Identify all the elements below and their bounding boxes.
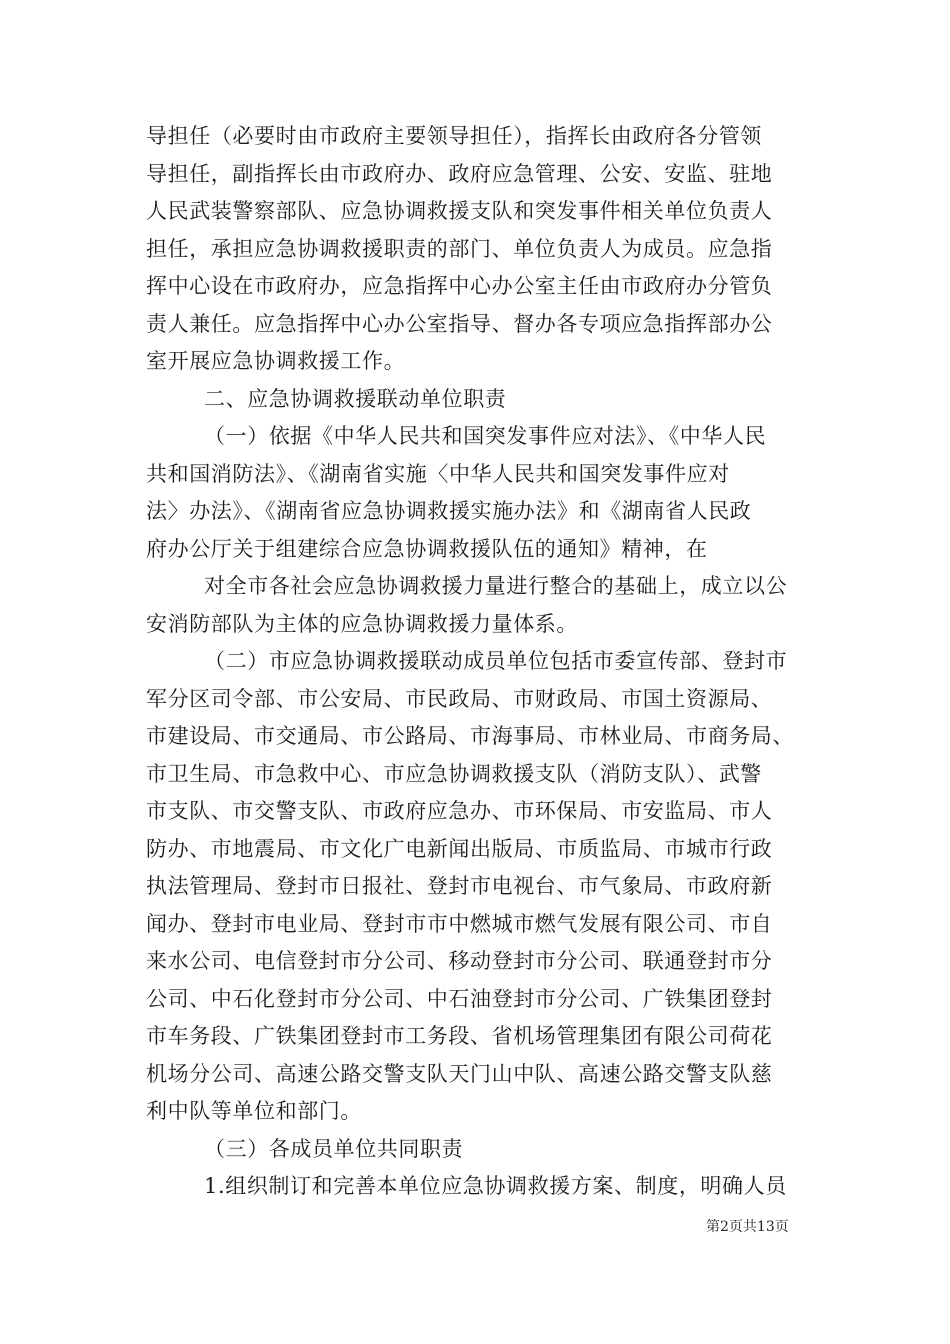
text-line: 责人兼任。应急指挥中心办公室指导、督办各专项应急指挥部办公: [146, 311, 773, 336]
text-line: （一）依据《中华人民共和国突发事件应对法》、《中华人民: [204, 424, 767, 448]
text-line: 对全市各社会应急协调救援力量进行整合的基础上，成立以公: [204, 574, 788, 598]
text-line: 公司、中石化登封市分公司、中石油登封市分公司、广铁集团登封: [146, 986, 773, 1011]
text-line: 安消防部队为主体的应急协调救援力量体系。: [146, 611, 578, 636]
text-line: 防办、市地震局、市文化广电新闻出版局、市质监局、市城市行政: [146, 836, 773, 861]
paragraph-member-units: [146, 643, 808, 1131]
text-line: 室开展应急协调救援工作。: [146, 349, 406, 373]
text-line: 市支队、市交警支队、市政府应急办、市环保局、市安监局、市人: [146, 799, 773, 823]
text-line: 导担任（必要时由市政府主要领导担任），指挥长由政府各分管领: [146, 124, 762, 148]
text-line: 法〉办法》、《湖南省应急协调救援实施办法》和《湖南省人民政: [146, 499, 752, 523]
text-line: 市建设局、市交通局、市公路局、市海事局、市林业局、市商务局、: [146, 724, 794, 748]
text-line: 市卫生局、市急救中心、市应急协调救援支队（消防支队）、武警: [146, 761, 762, 786]
subsection-heading-3: [146, 1131, 808, 1169]
text-line: 共和国消防法》、《湖南省实施〈中华人民共和国突发事件应对: [146, 461, 730, 486]
text-line: 导担任，副指挥长由市政府办、政府应急管理、公安、安监、驻地: [146, 161, 773, 186]
text-line: （二）市应急协调救援联动成员单位包括市委宣传部、登封市: [204, 649, 788, 673]
text-line: 机场分公司、高速公路交警支队天门山中队、高速公路交警支队慈: [146, 1061, 773, 1086]
text-line: 利中队等单位和部门。: [146, 1099, 362, 1123]
text-line: 闻办、登封市电业局、登封市市中燃城市燃气发展有限公司、市自: [146, 911, 773, 936]
text-line: 市车务段、广铁集团登封市工务段、省机场管理集团有限公司荷花: [146, 1024, 773, 1048]
paragraph-command-structure: [146, 118, 808, 381]
text-line: 担任，承担应急协调救援职责的部门、单位负责人为成员。应急指: [146, 236, 773, 261]
paragraph-duty-1: [146, 1168, 808, 1206]
paragraph-legal-basis: [146, 418, 808, 568]
text-line: 1.组织制订和完善本单位应急协调救援方案、制度，明确人员: [204, 1174, 787, 1198]
document-body: [146, 118, 808, 1206]
text-line: 来水公司、电信登封市分公司、移动登封市分公司、联通登封市分: [146, 949, 773, 973]
text-line: 执法管理局、登封市日报社、登封市电视台、市气象局、市政府新: [146, 874, 773, 898]
text-line: 人民武装警察部队、应急协调救援支队和突发事件相关单位负责人: [146, 199, 773, 223]
section-heading-text: 二、应急协调救援联动单位职责: [204, 386, 507, 411]
text-line: 府办公厅关于组建综合应急协调救援队伍的通知》精神，在: [146, 536, 708, 561]
text-line: 军分区司令部、市公安局、市民政局、市财政局、市国土资源局、: [146, 686, 773, 711]
page-number: 第2页共13页: [706, 1219, 789, 1235]
section-heading-2: [146, 381, 808, 419]
subsection-heading-text: （三）各成员单位共同职责: [204, 1136, 464, 1161]
text-line: 挥中心设在市政府办，应急指挥中心办公室主任由市政府办分管负: [146, 274, 773, 298]
paragraph-integration: [146, 568, 808, 643]
